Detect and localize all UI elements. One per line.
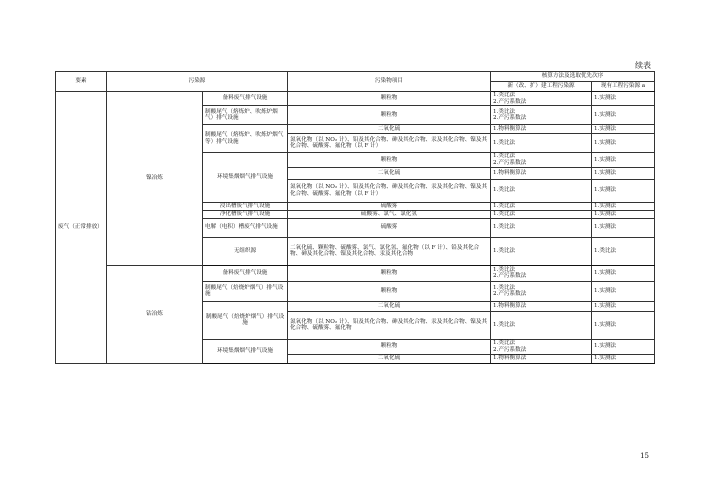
- item-cell: 硫酸雾、氯气、氯化氢: [288, 210, 491, 218]
- existing-method-cell: 1.实测法: [592, 179, 655, 202]
- existing-method-cell: 1.实测法: [592, 202, 655, 210]
- existing-method-cell: 1.类比法: [592, 237, 655, 265]
- item-cell: 硫酸雾: [288, 202, 491, 210]
- header-method-group: 核算方法及选取优先次序: [491, 72, 655, 82]
- pollution-source-table: [55, 71, 655, 364]
- existing-method-cell: 1.实测法: [592, 265, 655, 281]
- new-method-cell: 1.类比法 2.产污系数法: [491, 281, 592, 301]
- new-method-cell: 1.类比法: [491, 210, 592, 218]
- new-method-cell: 1.类比法: [491, 179, 592, 202]
- new-method-cell: 1.物料衡算法: [491, 354, 592, 363]
- new-method-cell: 1.类比法: [491, 237, 592, 265]
- existing-method-cell: 1.实测法: [592, 281, 655, 301]
- existing-method-cell: 1.实测法: [592, 134, 655, 153]
- source-cell: 环境集烟烟气排气设施: [203, 339, 288, 363]
- header-item: 污染物项目: [288, 72, 491, 92]
- item-cell: 氮氧化物（以 NO₂ 计）、铅及其化合物、砷及其化合物、汞及其化合物、镍及其化合物、硫酸雾、氟化物（以 F 计）: [288, 179, 491, 202]
- source-cell: 制酸尾气（熔炼炉、吹炼炉烟气等）排气设施: [203, 125, 288, 153]
- item-cell: 颗粒物: [288, 92, 491, 106]
- item-cell: 氮氧化物（以 NO₂ 计）、铅及其化合物、砷及其化合物、汞及其化合物、镍及其化合物、硫酸雾、氟化物: [288, 311, 491, 339]
- header-source: 污染源: [107, 72, 288, 92]
- new-method-cell: 1.类比法: [491, 311, 592, 339]
- new-method-cell: 1.类比法 2.产污系数法: [491, 92, 592, 106]
- source-cell: 无组织源: [203, 237, 288, 265]
- new-method-cell: 1.物料衡算法: [491, 125, 592, 134]
- header-factor: 要素: [56, 72, 107, 92]
- existing-method-cell: 1.实测法: [592, 339, 655, 354]
- new-method-cell: 1.类比法: [491, 202, 592, 210]
- new-method-cell: 1.类比法: [491, 218, 592, 237]
- item-cell: 二氧化硫、颗粒物、硫酸雾、氯气、氯化氢、氟化物（以 F 计）、铅及其化合物、砷及其化合物、镍及其化合物、汞及其化合物: [288, 237, 491, 265]
- source-cell: 备料废气排气设施: [203, 265, 288, 281]
- source-cell: 环境集烟烟气排气设施: [203, 153, 288, 202]
- source-cell: 制酸尾气（焙烧炉烟气）排气设施: [203, 301, 288, 339]
- header-existing-source: 现有工程污染源 a: [592, 82, 655, 92]
- new-method-cell: 1.类比法 2.产污系数法: [491, 265, 592, 281]
- existing-method-cell: 1.实测法: [592, 354, 655, 363]
- item-cell: 二氧化硫: [288, 301, 491, 311]
- new-method-cell: 1.物料衡算法: [491, 301, 592, 311]
- existing-method-cell: 1.实测法: [592, 210, 655, 218]
- page-number: 15: [640, 452, 649, 460]
- item-cell: 颗粒物: [288, 106, 491, 125]
- item-cell: 颗粒物: [288, 339, 491, 354]
- source-cell: 电解（电积）槽废气排气设施: [203, 218, 288, 237]
- item-cell: 二氧化硫: [288, 167, 491, 179]
- item-cell: 二氧化硫: [288, 125, 491, 134]
- new-method-cell: 1.类比法: [491, 134, 592, 153]
- source-cell: 备料废气排气设施: [203, 92, 288, 106]
- existing-method-cell: 1.实测法: [592, 301, 655, 311]
- new-method-cell: 1.类比法 2.产污系数法: [491, 106, 592, 125]
- new-method-cell: 1.类比法 2.产污系数法: [491, 153, 592, 167]
- source-cell: 净化槽废气排气设施: [203, 210, 288, 218]
- item-cell: 硫酸雾: [288, 218, 491, 237]
- source-cell: 浸出槽废气排气设施: [203, 202, 288, 210]
- item-cell: 颗粒物: [288, 265, 491, 281]
- new-method-cell: 1.物料衡算法: [491, 167, 592, 179]
- group-cobalt: 钴冶炼: [107, 265, 203, 363]
- new-method-cell: 1.类比法 2.产污系数法: [491, 339, 592, 354]
- group-nickel: 镍冶炼: [107, 92, 203, 266]
- existing-method-cell: 1.实测法: [592, 106, 655, 125]
- factor-label: 废气（正常排放）: [56, 92, 107, 364]
- item-cell: 二氧化硫: [288, 354, 491, 363]
- source-cell: 制酸尾气（熔炼炉、吹炼炉烟气）排气设施: [203, 106, 288, 125]
- item-cell: 颗粒物: [288, 281, 491, 301]
- source-cell: 制酸尾气（焙烧炉烟气）排气设施: [203, 281, 288, 301]
- existing-method-cell: 1.实测法: [592, 125, 655, 134]
- item-cell: 氮氧化物（以 NO₂ 计）、铅及其化合物、砷及其化合物、汞及其化合物、镍及其化合物、硫酸雾、氟化物（以 F 计）: [288, 134, 491, 153]
- existing-method-cell: 1.实测法: [592, 167, 655, 179]
- existing-method-cell: 1.实测法: [592, 92, 655, 106]
- existing-method-cell: 1.实测法: [592, 153, 655, 167]
- existing-method-cell: 1.实测法: [592, 311, 655, 339]
- continued-label: 续表: [635, 61, 651, 70]
- item-cell: 颗粒物: [288, 153, 491, 167]
- existing-method-cell: 1.实测法: [592, 218, 655, 237]
- header-new-source: 新（改、扩）建工程污染源: [491, 82, 592, 92]
